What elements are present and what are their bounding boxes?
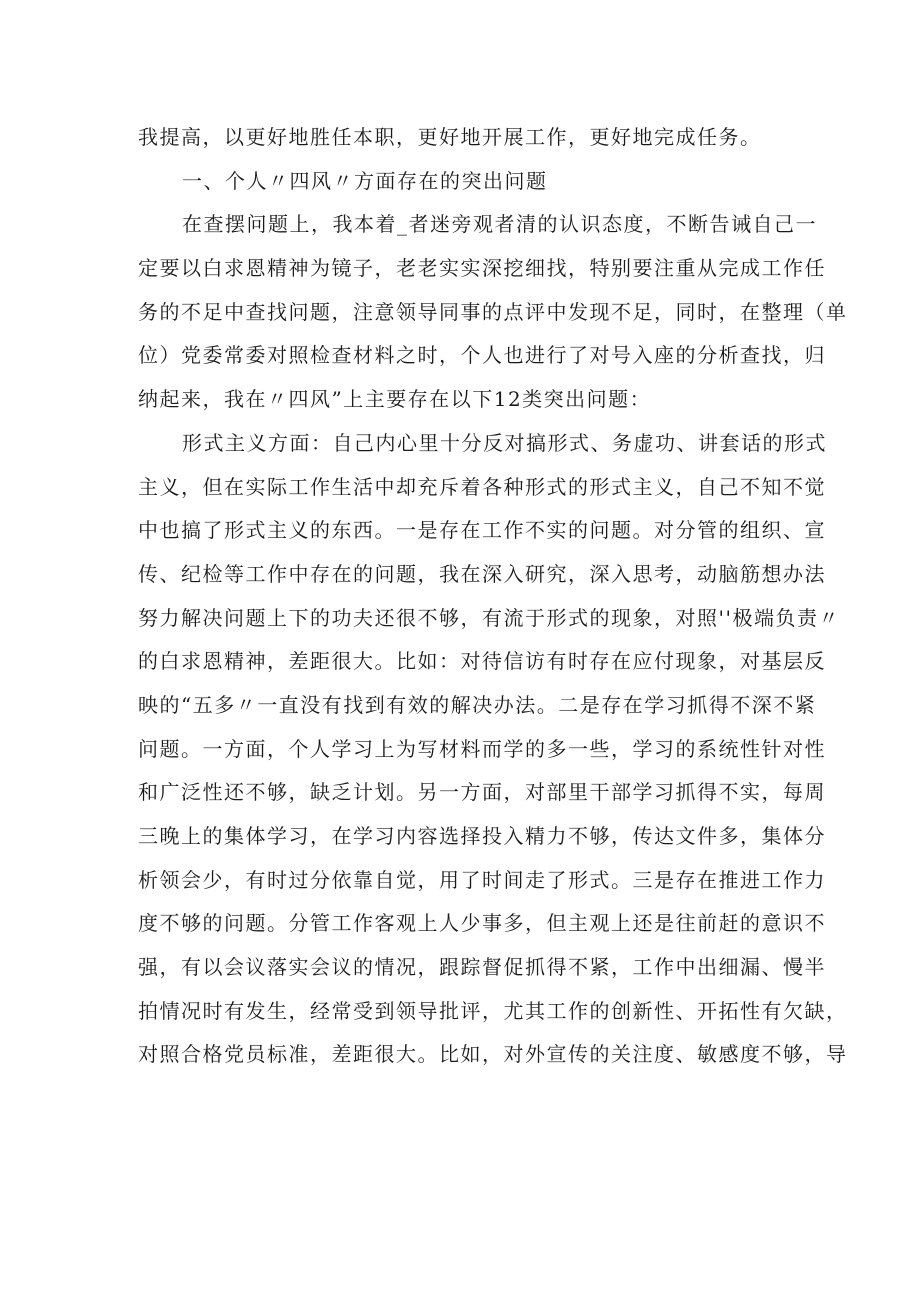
document-body xyxy=(138,116,848,1077)
paragraph-line: 析领会少，有时过分依靠自觉，用了时间走了形式。三是存在推进工作力 xyxy=(138,867,826,892)
paragraph-line: 中也搞了形式主义的东西。一是存在工作不实的问题。对分管的组织、宣 xyxy=(138,518,826,543)
paragraph-line: 三晚上的集体学习，在学习内容选择投入精力不够，传达文件多，集体分 xyxy=(138,824,826,848)
paragraph-line: 对照合格党员标准，差距很大。比如，对外宣传的关注度、敏感度不够，导 xyxy=(138,1042,848,1067)
paragraph-line: 强，有以会议落实会议的情况，跟踪督促抓得不紧，工作中出细漏、慢半 xyxy=(138,955,826,980)
paragraph-line: 度不够的问题。分管工作客观上人少事多，但主观上还是往前赶的意识不 xyxy=(138,911,826,936)
paragraph-line: 纳起来，我在〃四风”上主要存在以下12类突出问题： xyxy=(138,387,652,412)
section-heading: 一、个人〃四风〃方面存在的突出问题 xyxy=(182,168,548,193)
paragraph-line: 的白求恩精神，差距很大。比如：对待信访有时存在应付现象，对基层反 xyxy=(138,649,826,674)
paragraph-line: 务的不足中查找问题，注意领导同事的点评中发现不足，同时，在整理（单 xyxy=(138,299,848,324)
paragraph-line: 和广泛性还不够，缺乏计划。另一方面，对部里干部学习抓得不实，每周 xyxy=(138,780,826,805)
paragraph-line: 定要以白求恩精神为镜子，老老实实深挖细找，特别要注重从完成工作任 xyxy=(138,256,826,281)
paragraph-line: 形式主义方面：自己内心里十分反对搞形式、务虚功、讲套话的形式 xyxy=(182,430,827,455)
paragraph-line: 努力解决问题上下的功夫还很不够，有流于形式的现象，对照''极端负责〃 xyxy=(138,605,840,630)
paragraph-line: 主义，但在实际工作生活中却充斥着各种形式的形式主义，自己不知不觉 xyxy=(138,474,826,499)
paragraph-line: 在查摆问题上，我本着_者迷旁观者清的认识态度，不断告诫自己一 xyxy=(182,212,817,237)
paragraph-line: 拍情况时有发生，经常受到领导批评，尤其工作的创新性、开拓性有欠缺， xyxy=(138,998,848,1023)
paragraph-line: 映的“五多〃一直没有找到有效的解决办法。二是存在学习抓得不深不紧 xyxy=(138,692,817,717)
paragraph-line: 问题。一方面，个人学习上为写材料而学的多一些，学习的系统性针对性 xyxy=(138,736,826,761)
paragraph-line: 我提高，以更好地胜任本职，更好地开展工作，更好地完成任务。 xyxy=(138,125,762,149)
paragraph-line: 传、纪检等工作中存在的问题，我在深入研究，深入思考，动脑筋想办法 xyxy=(138,561,826,586)
paragraph-line: 位）党委常委对照检查材料之时，个人也进行了对号入座的分析查找，归 xyxy=(138,343,826,368)
